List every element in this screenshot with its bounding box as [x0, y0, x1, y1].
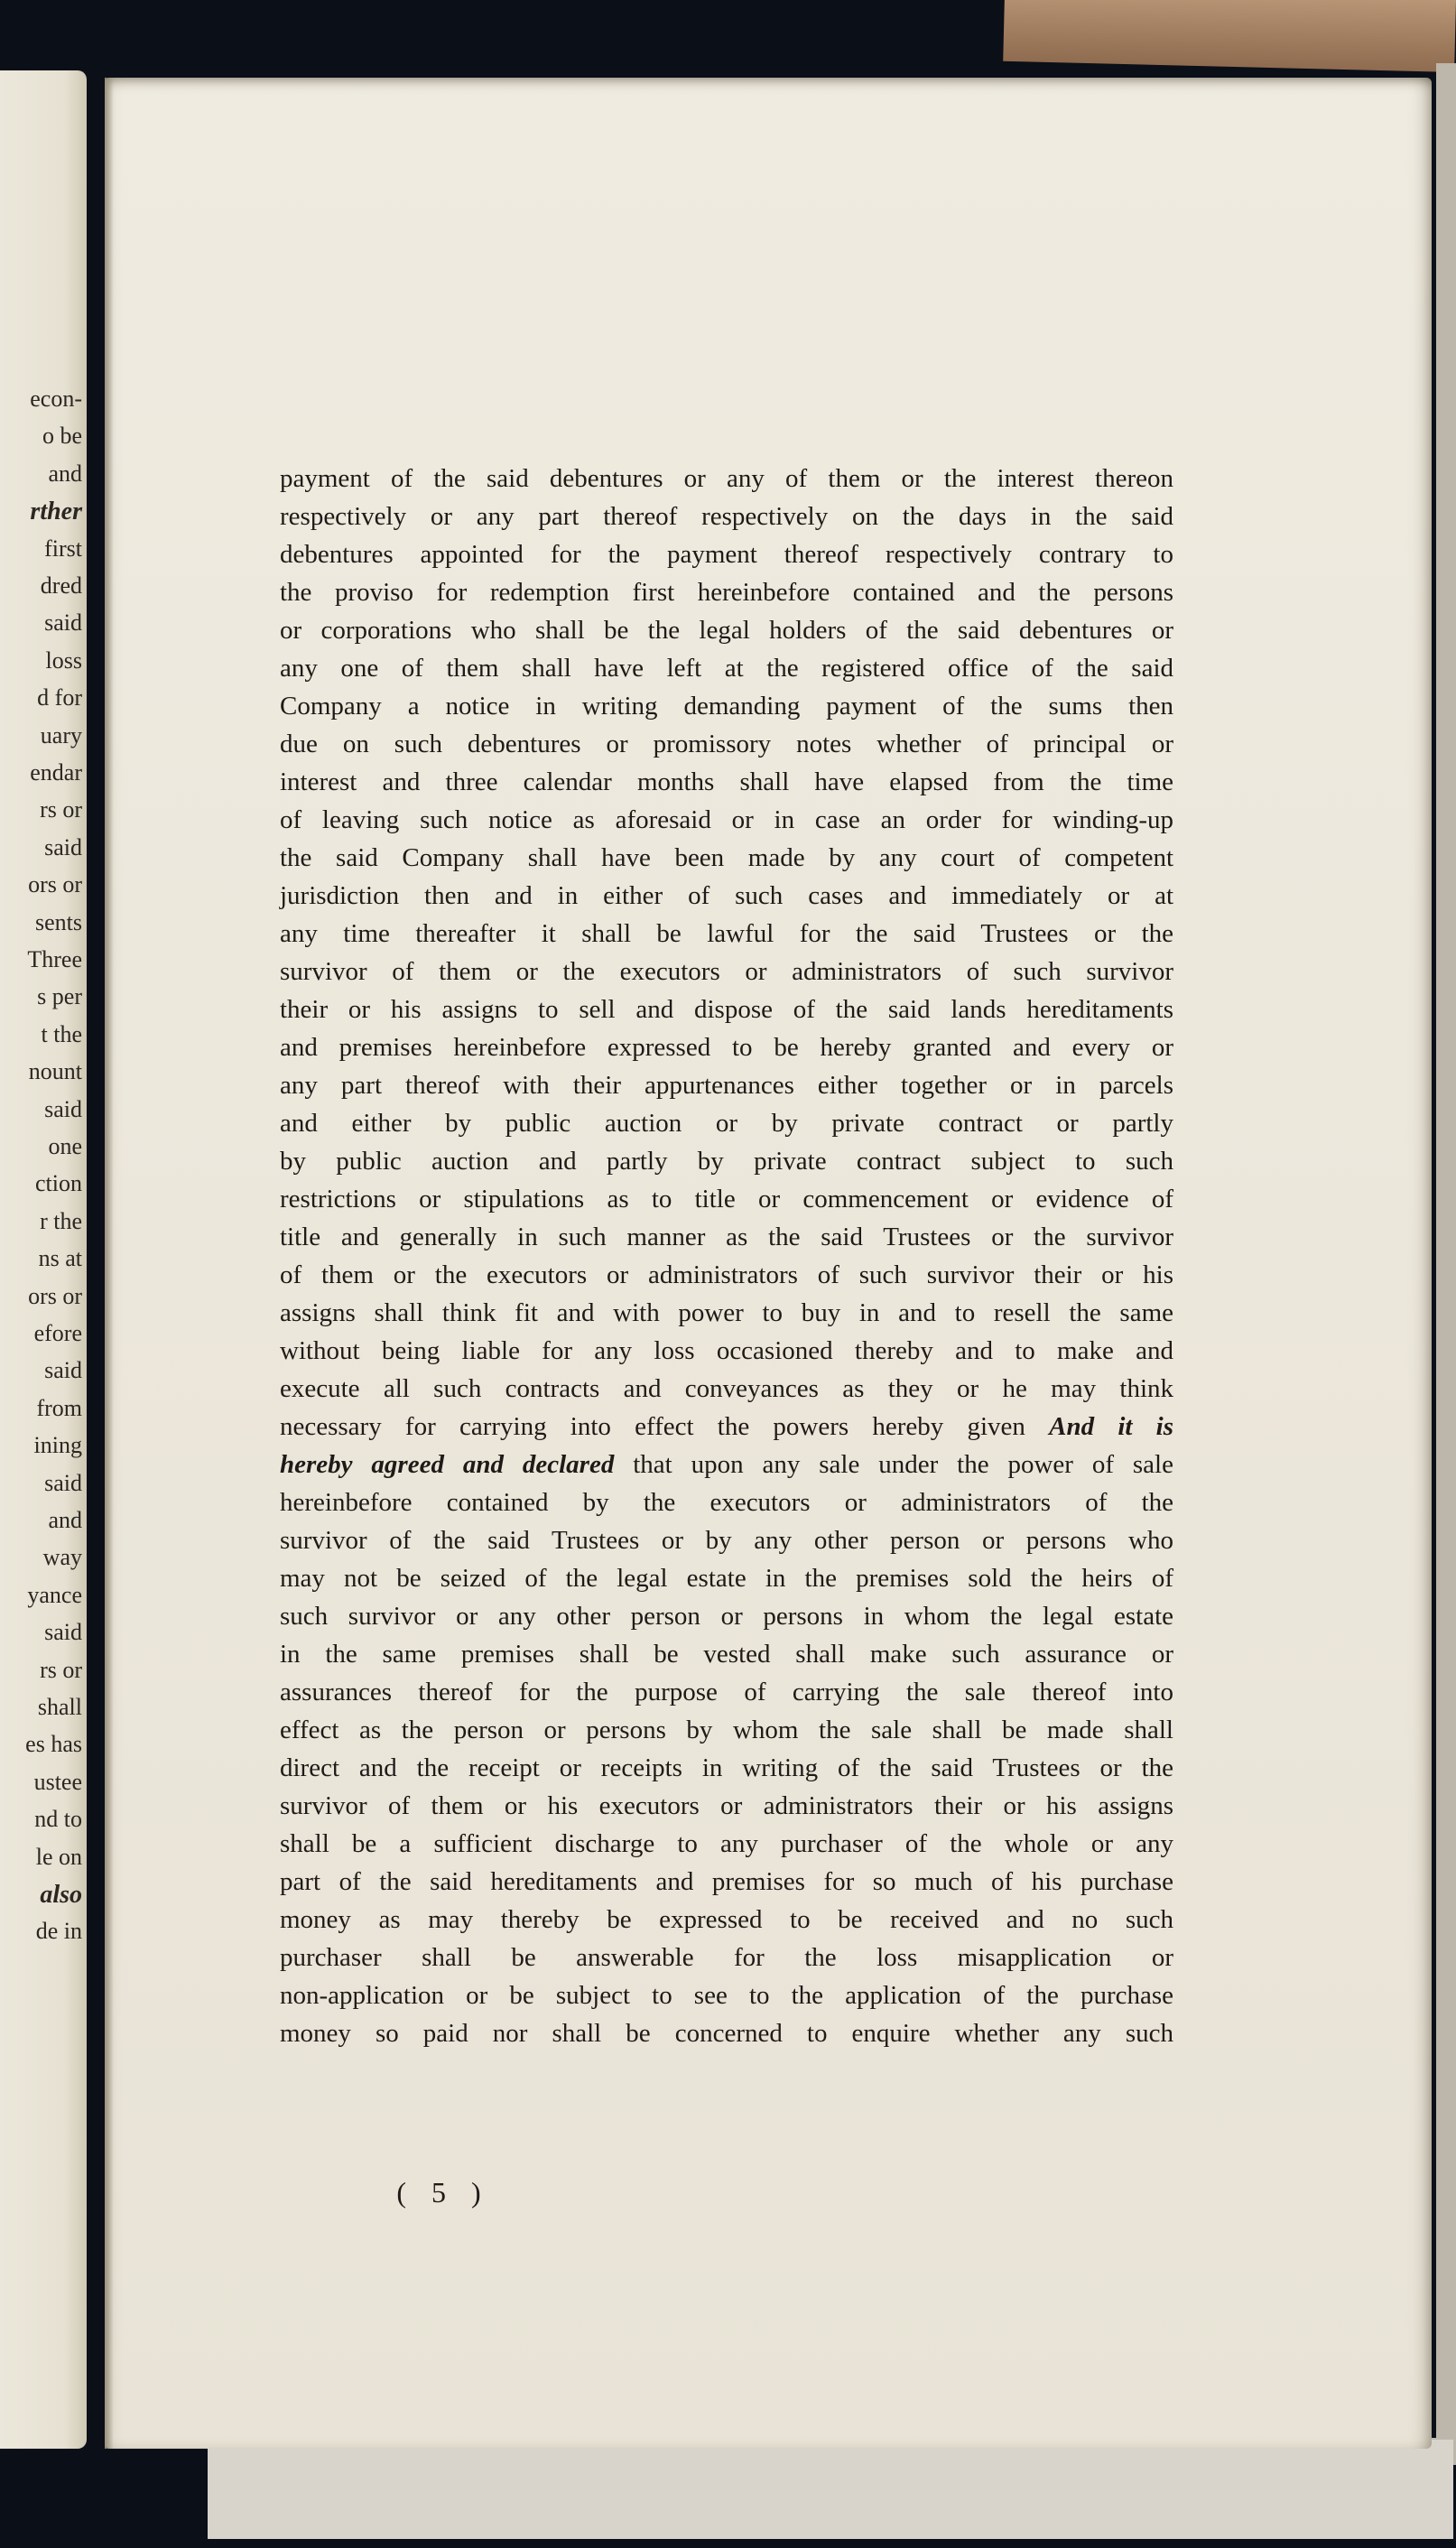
text-line: may not be seized of the legal estate in the premises sold the heirs of	[280, 1564, 1173, 1593]
text-line: restrictions or stipulations as to title or commencement or evidence of	[280, 1185, 1173, 1214]
text-line: by public auction and partly by private contract subject to such	[280, 1147, 1173, 1176]
text-line: jurisdiction then and in either of such cases and immediately or at	[280, 881, 1173, 910]
left-page-fragment: said	[44, 833, 82, 860]
left-page-fragment: one	[48, 1133, 82, 1159]
main-page	[105, 78, 1432, 2449]
text-line: debentures appointed for the payment thereof respectively contrary to	[280, 540, 1173, 569]
left-page-fragment: ining	[33, 1432, 82, 1459]
left-page-fragment: nd to	[34, 1806, 82, 1833]
left-page-fragment: ors or	[28, 1282, 82, 1309]
left-page-fragment: rther	[30, 498, 82, 526]
left-page-fragment: said	[44, 1619, 82, 1646]
left-page-fragment: yance	[27, 1581, 82, 1608]
text-line: purchaser shall be answerable for the loss misapplication or	[280, 1943, 1173, 1972]
text-line: execute all such contracts and conveyances as they or he may think	[280, 1374, 1173, 1403]
underlying-sheet	[208, 2438, 1453, 2539]
text-line: payment of the said debentures or any of them or the interest thereon	[280, 464, 1173, 493]
text-line: non-application or be subject to see to the application of the purchase	[280, 1981, 1173, 2010]
left-page-fragment: ustee	[33, 1768, 82, 1795]
left-page-fragment: de in	[35, 1918, 82, 1945]
text-line: survivor of the said Trustees or by any other person or persons who	[280, 1526, 1173, 1555]
text-line: effect as the person or persons by whom the sale shall be made shall	[280, 1716, 1173, 1744]
left-page-fragment: ors or	[28, 871, 82, 898]
left-page-fragment: o be	[42, 423, 82, 450]
text-line: the proviso for redemption first hereinbefore contained and the persons	[280, 578, 1173, 607]
text-line: hereby agreed and declared that upon any sale under the power of sale	[280, 1450, 1173, 1479]
left-page-fragment: le on	[35, 1843, 82, 1870]
text-line: survivor of them or the executors or administrators of such survivor	[280, 957, 1173, 986]
text-line: interest and three calendar months shall have elapsed from the time	[280, 767, 1173, 796]
text-line: any part thereof with their appurtenances either together or in parcels	[280, 1071, 1173, 1100]
left-page-fragment: dred	[40, 572, 82, 599]
left-page-fragment: loss	[45, 646, 82, 674]
page-gutter-shadow	[105, 78, 114, 2449]
left-page-fragment: shall	[37, 1694, 82, 1720]
text-line: due on such debentures or promissory notes whether of principal or	[280, 730, 1173, 758]
left-page-fragment: and	[48, 460, 82, 487]
left-page-fragment: and	[48, 1507, 82, 1533]
left-page-fragment: s per	[37, 983, 82, 1010]
left-page-fragment: said	[44, 609, 82, 637]
left-page-fragment: from	[36, 1394, 82, 1421]
left-page-fragment: said	[44, 1095, 82, 1122]
left-page-fragment: also	[40, 1881, 82, 1909]
text-line: and either by public auction or by private contract or partly	[280, 1109, 1173, 1138]
left-page-fragment: endar	[30, 759, 82, 786]
left-page-fragment: uary	[40, 721, 82, 749]
text-line: any one of them shall have left at the registered office of the said	[280, 654, 1173, 683]
left-page-fragment: d for	[37, 684, 82, 711]
page-stack-edge	[1436, 63, 1456, 2465]
text-line: and premises hereinbefore expressed to be hereby granted and every or	[280, 1033, 1173, 1062]
page-number: ( 5 )	[396, 2176, 490, 2209]
text-line: survivor of them or his executors or administrators their or his assigns	[280, 1791, 1173, 1820]
background-cardboard	[1003, 0, 1456, 72]
text-line: the said Company shall have been made by any court of competent	[280, 843, 1173, 872]
left-page-fragment: r the	[40, 1207, 82, 1234]
text-line: assigns shall think fit and with power to buy in and to resell the same	[280, 1298, 1173, 1327]
text-line: such survivor or any other person or persons in whom the legal estate	[280, 1602, 1173, 1631]
left-page-fragment: sents	[35, 908, 82, 935]
text-line: without being liable for any loss occasioned thereby and to make and	[280, 1336, 1173, 1365]
text-line: of leaving such notice as aforesaid or in case an order for winding-up	[280, 805, 1173, 834]
text-line: respectively or any part thereof respectively on the days in the said	[280, 502, 1173, 531]
left-page-fragment: efore	[33, 1320, 82, 1346]
left-page-fragment: said	[44, 1469, 82, 1496]
text-line: title and generally in such manner as the said Trustees or the survivor	[280, 1223, 1173, 1251]
left-page-partial	[0, 70, 87, 2449]
text-line: shall be a sufficient discharge to any purchaser of the whole or any	[280, 1829, 1173, 1858]
left-page-fragment: es has	[25, 1731, 82, 1758]
left-page-fragment: t the	[41, 1020, 82, 1047]
left-page-fragment: ns at	[38, 1245, 82, 1272]
left-page-fragment: rs or	[40, 796, 82, 823]
text-line: necessary for carrying into effect the powers hereby given And it is	[280, 1412, 1173, 1441]
text-line: direct and the receipt or receipts in writing of the said Trustees or the	[280, 1753, 1173, 1782]
left-page-fragment: first	[44, 535, 82, 562]
text-line: their or his assigns to sell and dispose of the said lands hereditaments	[280, 995, 1173, 1024]
text-line: of them or the executors or administrators of such survivor their or his	[280, 1260, 1173, 1289]
left-page-fragment: said	[44, 1357, 82, 1384]
text-line: any time thereafter it shall be lawful for the said Trustees or the	[280, 919, 1173, 948]
left-page-fragment: ction	[35, 1170, 82, 1197]
text-line: hereinbefore contained by the executors or administrators of the	[280, 1488, 1173, 1517]
left-page-fragment: econ-	[30, 386, 82, 412]
text-line: in the same premises shall be vested shall make such assurance or	[280, 1640, 1173, 1669]
left-page-fragment: rs or	[40, 1656, 82, 1683]
text-line: assurances thereof for the purpose of carrying the sale thereof into	[280, 1678, 1173, 1706]
text-line: Company a notice in writing demanding payment of the sums then	[280, 692, 1173, 721]
text-line: or corporations who shall be the legal holders of the said debentures or	[280, 616, 1173, 645]
left-page-fragment: Three	[27, 946, 82, 972]
left-page-fragment: nount	[28, 1058, 82, 1085]
left-page-fragment: way	[42, 1544, 82, 1571]
text-line: money so paid nor shall be concerned to enquire whether any such	[280, 2019, 1173, 2048]
text-line: part of the said hereditaments and premises for so much of his purchase	[280, 1867, 1173, 1896]
text-line: money as may thereby be expressed to be received and no such	[280, 1905, 1173, 1934]
